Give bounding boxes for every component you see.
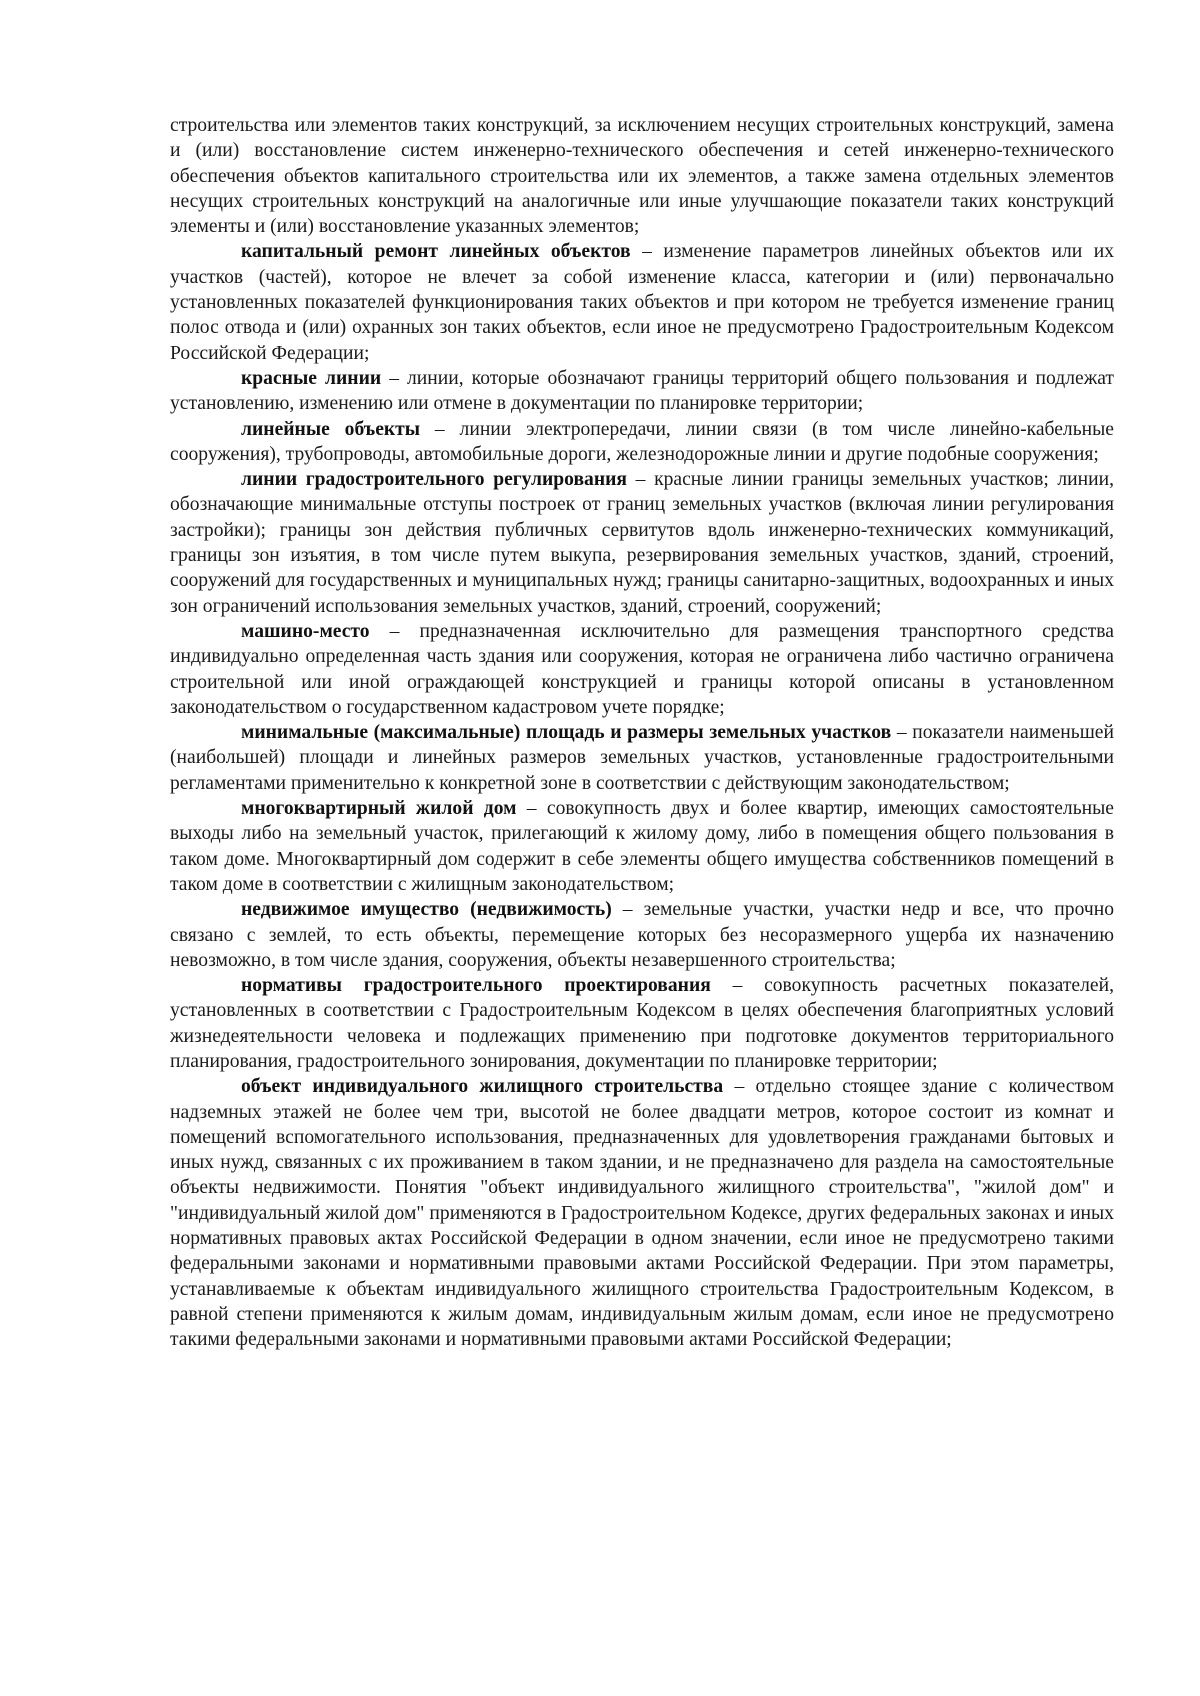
definition-parking-place	[170, 619, 1114, 720]
definition-term: линии градостроительного регулирования	[241, 469, 628, 491]
definition-term: нормативы градостроительного проектирования	[241, 975, 711, 997]
definition-text: – совокупность двух и более квартир, имеющих самостоятельные выходы либо на земельный участок, прилегающий к жилому дому, либо в помещения общего пользования в таком доме. Многоквартирный дом содержит в себе элементы общего имущества собственников помещений в таком доме в соответствии с жилищным законодательством;	[170, 798, 1114, 895]
definition-term: машино-место	[241, 620, 370, 642]
definition-text: – линии, которые обозначают границы территорий общего пользования и подлежат установлению, изменению или отмене в документации по планировке территории;	[170, 367, 1114, 415]
definition-text: – земельные участки, участки недр и все, что прочно связано с землей, то есть объекты, перемещение которых без несоразмерного ущерба их назначению невозможно, в том числе здания, сооружения, объекты незавершенного строительства;	[170, 899, 1114, 971]
definition-term: красные линии	[241, 367, 382, 389]
definition-term: многоквартирный жилой дом	[241, 798, 517, 820]
definition-plot-size	[170, 720, 1114, 796]
definition-term: линейные объекты	[241, 418, 421, 440]
definition-text: – показатели наименьшей (наибольшей) площади и линейных размеров земельных участков, установленные градостроительными регламентами применительно к конкретной зоне в соответствии с действующим законодательством;	[170, 722, 1114, 794]
definition-term: капитальный ремонт линейных объектов	[241, 241, 631, 263]
definition-text: – изменение параметров линейных объектов или их участков (частей), которое не влечет за собой изменение класса, категории и (или) первоначально установленных показателей функционирования таких объектов и при котором не требуется изменение границ полос отвода и (или) охранных зон таких объектов, если иное не предусмотрено Градостроительным Кодексом Российской Федерации;	[170, 241, 1114, 364]
definition-apartment-building	[170, 796, 1114, 897]
definition-text: – предназначенная исключительно для размещения транспортного средства индивидуально определенная часть здания или сооружения, которая не ограничена либо частично ограничена строительной или иной ограждающей конструкцией и границы которой описаны в установленном законодательством о государственном кадастровом учете порядке;	[170, 620, 1114, 718]
definition-text: – совокупность расчетных показателей, установленных в соответствии с Градостроительным Кодексом в целях обеспечения благоприятных условий жизнедеятельности человека и подлежащих применению при подготовке документов территориального планирования, градостроительного зонирования, документации по планировке территории;	[170, 975, 1114, 1072]
definition-regulation-lines	[170, 467, 1114, 619]
definition-individual-housing	[170, 1074, 1114, 1352]
definition-text: – отдельно стоящее здание с количеством надземных этажей не более чем три, высотой не более двадцати метров, которое состоит из комнат и помещений вспомогательного использования, предназначенных для удовлетворения гражданами бытовых и иных нужд, связанных с их проживанием в таком здании, и не предназначено для раздела на самостоятельные объекты недвижимости. Понятия "объект индивидуального жилищного строительства", "жилой дом" и "индивидуальный жилой дом" применяются в Градостроительном Кодексе, других федеральных законах и иных нормативных правовых актах Российской Федерации в одном значении, если иное не предусмотрено такими федеральными законами и нормативными правовыми актами Российской Федерации. При этом параметры, устанавливаемые к объектам индивидуального жилищного строительства Градостроительным Кодексом, в равной степени применяются к жилым домам, индивидуальным жилым домам, если иное не предусмотрено такими федеральными законами и нормативными правовыми актами Российской Федерации;	[170, 1076, 1115, 1351]
definition-text: – линии электропередачи, линии связи (в том числе линейно-кабельные сооружения), трубопроводы, автомобильные дороги, железнодорожные линии и другие подобные сооружения;	[170, 418, 1114, 465]
definition-design-standards	[170, 973, 1114, 1074]
paragraph-continuation	[170, 113, 1114, 239]
definition-linear-objects	[170, 417, 1114, 468]
definition-red-lines	[170, 366, 1114, 417]
definition-real-estate	[170, 897, 1114, 973]
definition-term: недвижимое имущество (недвижимость)	[241, 899, 612, 921]
definition-term: объект индивидуального жилищного строительства	[241, 1076, 724, 1098]
definition-text: – красные линии границы земельных участков; линии, обозначающие минимальные отступы построек от границ земельных участков (включая линии регулирования застройки); границы зон действия публичных сервитутов вдоль инженерно-технических коммуникаций, границы зон изъятия, в том числе путем выкупа, резервирования земельных участков, зданий, строений, сооружений для государственных и муниципальных нужд; границы санитарно-защитных, водоохранных и иных зон ограничений использования земельных участков, зданий, строений, сооружений;	[170, 469, 1115, 617]
document-page	[170, 113, 1114, 1353]
paragraph-text: строительства или элементов таких конструкций, за исключением несущих строительных конструкций, замена и (или) восстановление систем инженерно-технического обеспечения и сетей инженерно-технического обеспечения объектов капитального строительства или их элементов, а также замена отдельных элементов несущих строительных конструкций на аналогичные или иные улучшающие показатели таких конструкций элементы и (или) восстановление указанных элементов;	[170, 115, 1114, 238]
definition-capital-repair-linear	[170, 239, 1114, 365]
definition-term: минимальные (максимальные) площадь и размеры земельных участков	[241, 722, 892, 744]
